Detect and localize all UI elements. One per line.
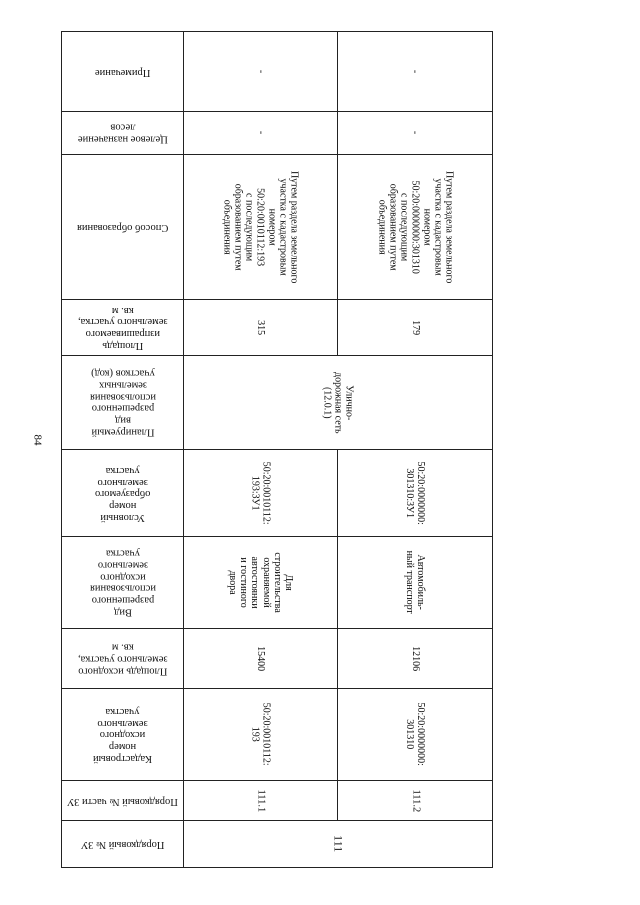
row2-forest-purpose (337, 111, 493, 155)
row1-forest-purpose (183, 111, 338, 155)
row1-part-number-text: 111.1 (255, 789, 267, 812)
header-note (61, 31, 184, 112)
row2-formation-method-text: Путем раздела земельного участка с кадастровым номером 50:20:0000000:301310 с последующим образованием путем объединения (376, 170, 455, 284)
row1-seized-area (183, 299, 338, 356)
header-conditional-number-text: Условный номер образуемого земельного участка (94, 464, 151, 523)
row1-note-text: - (255, 69, 267, 74)
header-conditional-number (61, 449, 184, 537)
header-forest-purpose (61, 111, 184, 155)
row2-conditional-number (337, 449, 493, 537)
row2-source-use (337, 536, 493, 629)
row1-cadastral-number-text: 50:20:0010112: 193 (249, 703, 272, 766)
row1-source-use-text: Для строительства охраняемой автостоянки и гостиного двора (227, 552, 295, 613)
row1-forest-purpose-text: - (255, 131, 267, 135)
header-source-area-text: Площадь исходного земельного участка, кв. м (77, 641, 168, 677)
row1-cadastral-number (183, 688, 338, 781)
row1-note (183, 31, 338, 112)
row1-conditional-number (183, 449, 338, 537)
header-seized-area (61, 299, 184, 356)
header-source-use (61, 536, 184, 629)
header-planned-use-text: Планируемый вид разрешенного использования земельных участков (код) (89, 368, 156, 438)
merged-planned-use-text: Улично- дорожная сеть (12.0.1) (321, 371, 355, 434)
row2-cadastral-number-text: 50:20:0000000: 301310 (404, 702, 427, 767)
row1-source-area-text: 15400 (255, 646, 267, 671)
row2-seized-area (337, 299, 493, 356)
row2-conditional-number-text: 50:20:0000000: 301310:ЗУ1 (404, 461, 427, 525)
header-seized-area-text: Площадь изпрашиваемого земельного участка, кв. м (77, 304, 168, 351)
header-source-use-text: Вид разрешенного использования исходного земельного участка (89, 548, 156, 618)
row2-note (337, 31, 493, 112)
row2-part-number-text: 111.2 (409, 789, 421, 812)
header-cadastral-number-text: Кадастровый номер исходного земельного участка (92, 705, 153, 764)
row2-source-use-text: Автомобиль- ный транспорт (403, 550, 427, 615)
merged-planned-use (183, 355, 493, 450)
row2-source-area-text: 12106 (409, 646, 421, 671)
page-number: 84 (31, 434, 43, 446)
header-forest-purpose-text: Целевое назначение лесов (77, 122, 168, 145)
row2-cadastral-number (337, 688, 493, 781)
header-part-number-text: Порядковый № части ЗУ (67, 795, 178, 807)
row1-source-use (183, 536, 338, 629)
row1-conditional-number-text: 50:20:0010112: 193:ЗУ1 (249, 461, 272, 525)
row2-part-number (337, 780, 493, 821)
group-number (183, 820, 493, 868)
header-formation-method-text: Способ образования (76, 221, 169, 233)
row2-formation-method (337, 154, 493, 300)
header-zu-number-text: Порядковый № ЗУ (80, 838, 165, 850)
header-note-text: Примечание (94, 66, 151, 78)
row1-formation-method-text: Путем раздела земельного участка с кадастровым номером 50:20:0010112:193 с последующим образованием путем объединения (221, 170, 300, 284)
row1-source-area (183, 628, 338, 689)
header-zu-number (61, 820, 184, 868)
row1-seized-area-text: 315 (255, 320, 267, 335)
land-plot-table (61, 31, 493, 868)
row2-seized-area-text: 179 (409, 320, 421, 335)
row2-note-text: - (409, 69, 421, 74)
header-source-area (61, 628, 184, 689)
header-planned-use (61, 355, 184, 450)
row1-formation-method (183, 154, 338, 300)
row2-forest-purpose-text: - (409, 131, 421, 135)
group-number-text: 111 (331, 835, 346, 853)
header-cadastral-number (61, 688, 184, 781)
header-formation-method (61, 154, 184, 300)
row1-part-number (183, 780, 338, 821)
row2-source-area (337, 628, 493, 689)
header-part-number (61, 780, 184, 821)
